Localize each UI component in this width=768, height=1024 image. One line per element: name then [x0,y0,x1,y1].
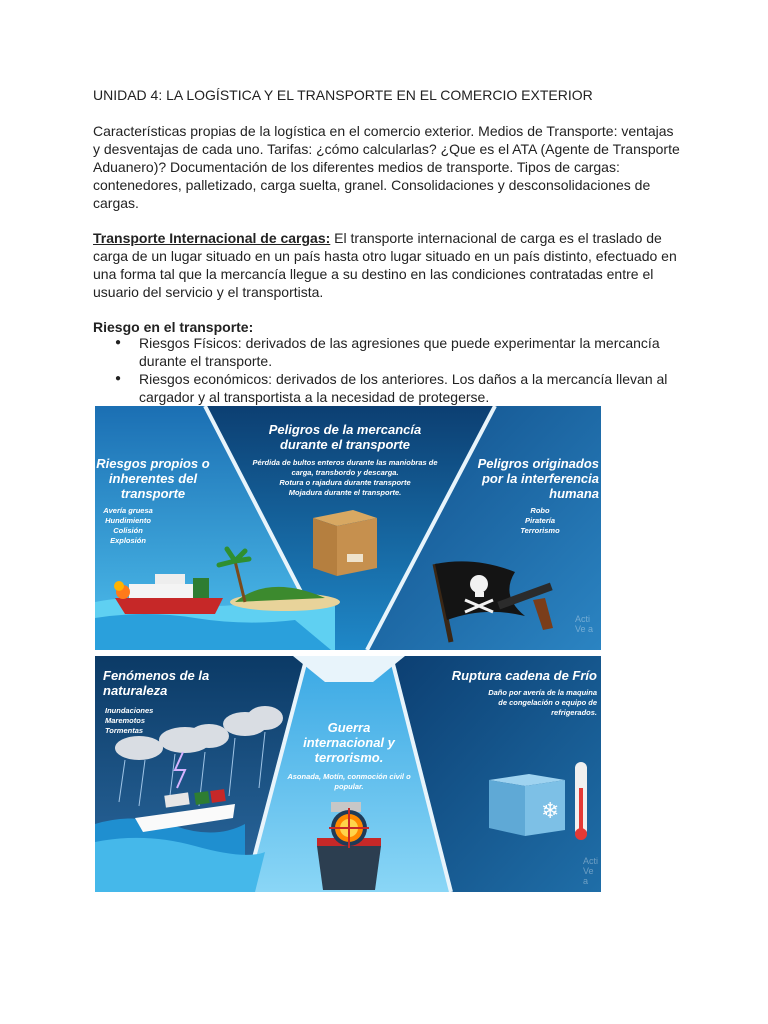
panel1-right-title: Peligros originados por la interferencia humana [477,456,599,501]
svg-text:❄: ❄ [541,799,560,824]
document-title: UNIDAD 4: LA LOGÍSTICA Y EL TRANSPORTE EN EL COMERCIO EXTERIOR [93,87,593,103]
panel2-center-title: Guerra internacional y terrorismo. [303,720,395,765]
transport-body: El transporte internacional de carga es el traslado de carga de un lugar situado en un país hasta otro lugar situado en un país distinto, efectuado en una forma tal que la mercancía llegue a su destino en las condiciones contratadas entre el usuario del servicio y el transportista. [93,230,677,300]
thermometer-icon [575,762,587,840]
transport-lead: Transporte Internacional de cargas: [93,230,331,246]
infographic-natural-and-human-risks [95,656,601,892]
risk-list [93,334,693,406]
panel1-watermark: Acti Ve a [575,614,594,634]
panel2-right-items: Daño por avería de la maquina de congelación o equipo de refrigerados. [488,688,597,717]
panel1-right-items: Robo Piratería Terrorismo [520,506,560,535]
panel1-center-title: Peligros de la mercancía durante el transporte [268,422,422,452]
panel1-left-title: Riesgos propios o inherentes del transporte [96,456,210,501]
panel2-watermark: Acti Ve a [583,856,599,886]
panel2-left-title: Fenómenos de la naturaleza [103,668,210,698]
risk-list-item: ● Riesgos económicos: derivados de los anteriores. Los daños a la mercancía llevan al cargador y al transportista a la necesidad de protegerse. [93,370,693,406]
panel1-center-items: Pérdida de bultos enteros durante las maniobras de carga, transbordo y descarga. Rotura o rajadura durante transporte Mojadura durante el transporte. [252,458,438,497]
transport-paragraph [93,229,683,301]
infographic-transport-risks [95,406,601,650]
panel1-left-items: Avería gruesa Hundimiento Colisión Explosión [103,506,153,545]
risk-list-item: ● Riesgos Físicos: derivados de las agresiones que puede experimentar la mercancía durante el transporte. [93,334,693,370]
intro-paragraph: Características propias de la logística en el comercio exterior. Medios de Transporte: ventajas y desventajas de cada uno. Tarifas: ¿cómo calcularlas? ¿Que es el ATA (Agente de Transporte Aduanero)? Documentación de los diferentes medios de transporte. Tipos de cargas: contenedores, palletizado, carga suelta, granel. Consolidaciones y desconsolidaciones de cargas. [93,123,680,211]
risk-heading: Riesgo en el transporte: [93,319,254,335]
panel2-right-title: Ruptura cadena de Frío [451,668,597,683]
cardboard-box-icon [313,510,377,576]
panel2-center-items: Asonada, Motín, conmoción civil o popular. [287,772,411,791]
panel2-left-items: Inundaciones Maremotos Tormentas [105,706,154,735]
frozen-box-icon [489,774,565,836]
